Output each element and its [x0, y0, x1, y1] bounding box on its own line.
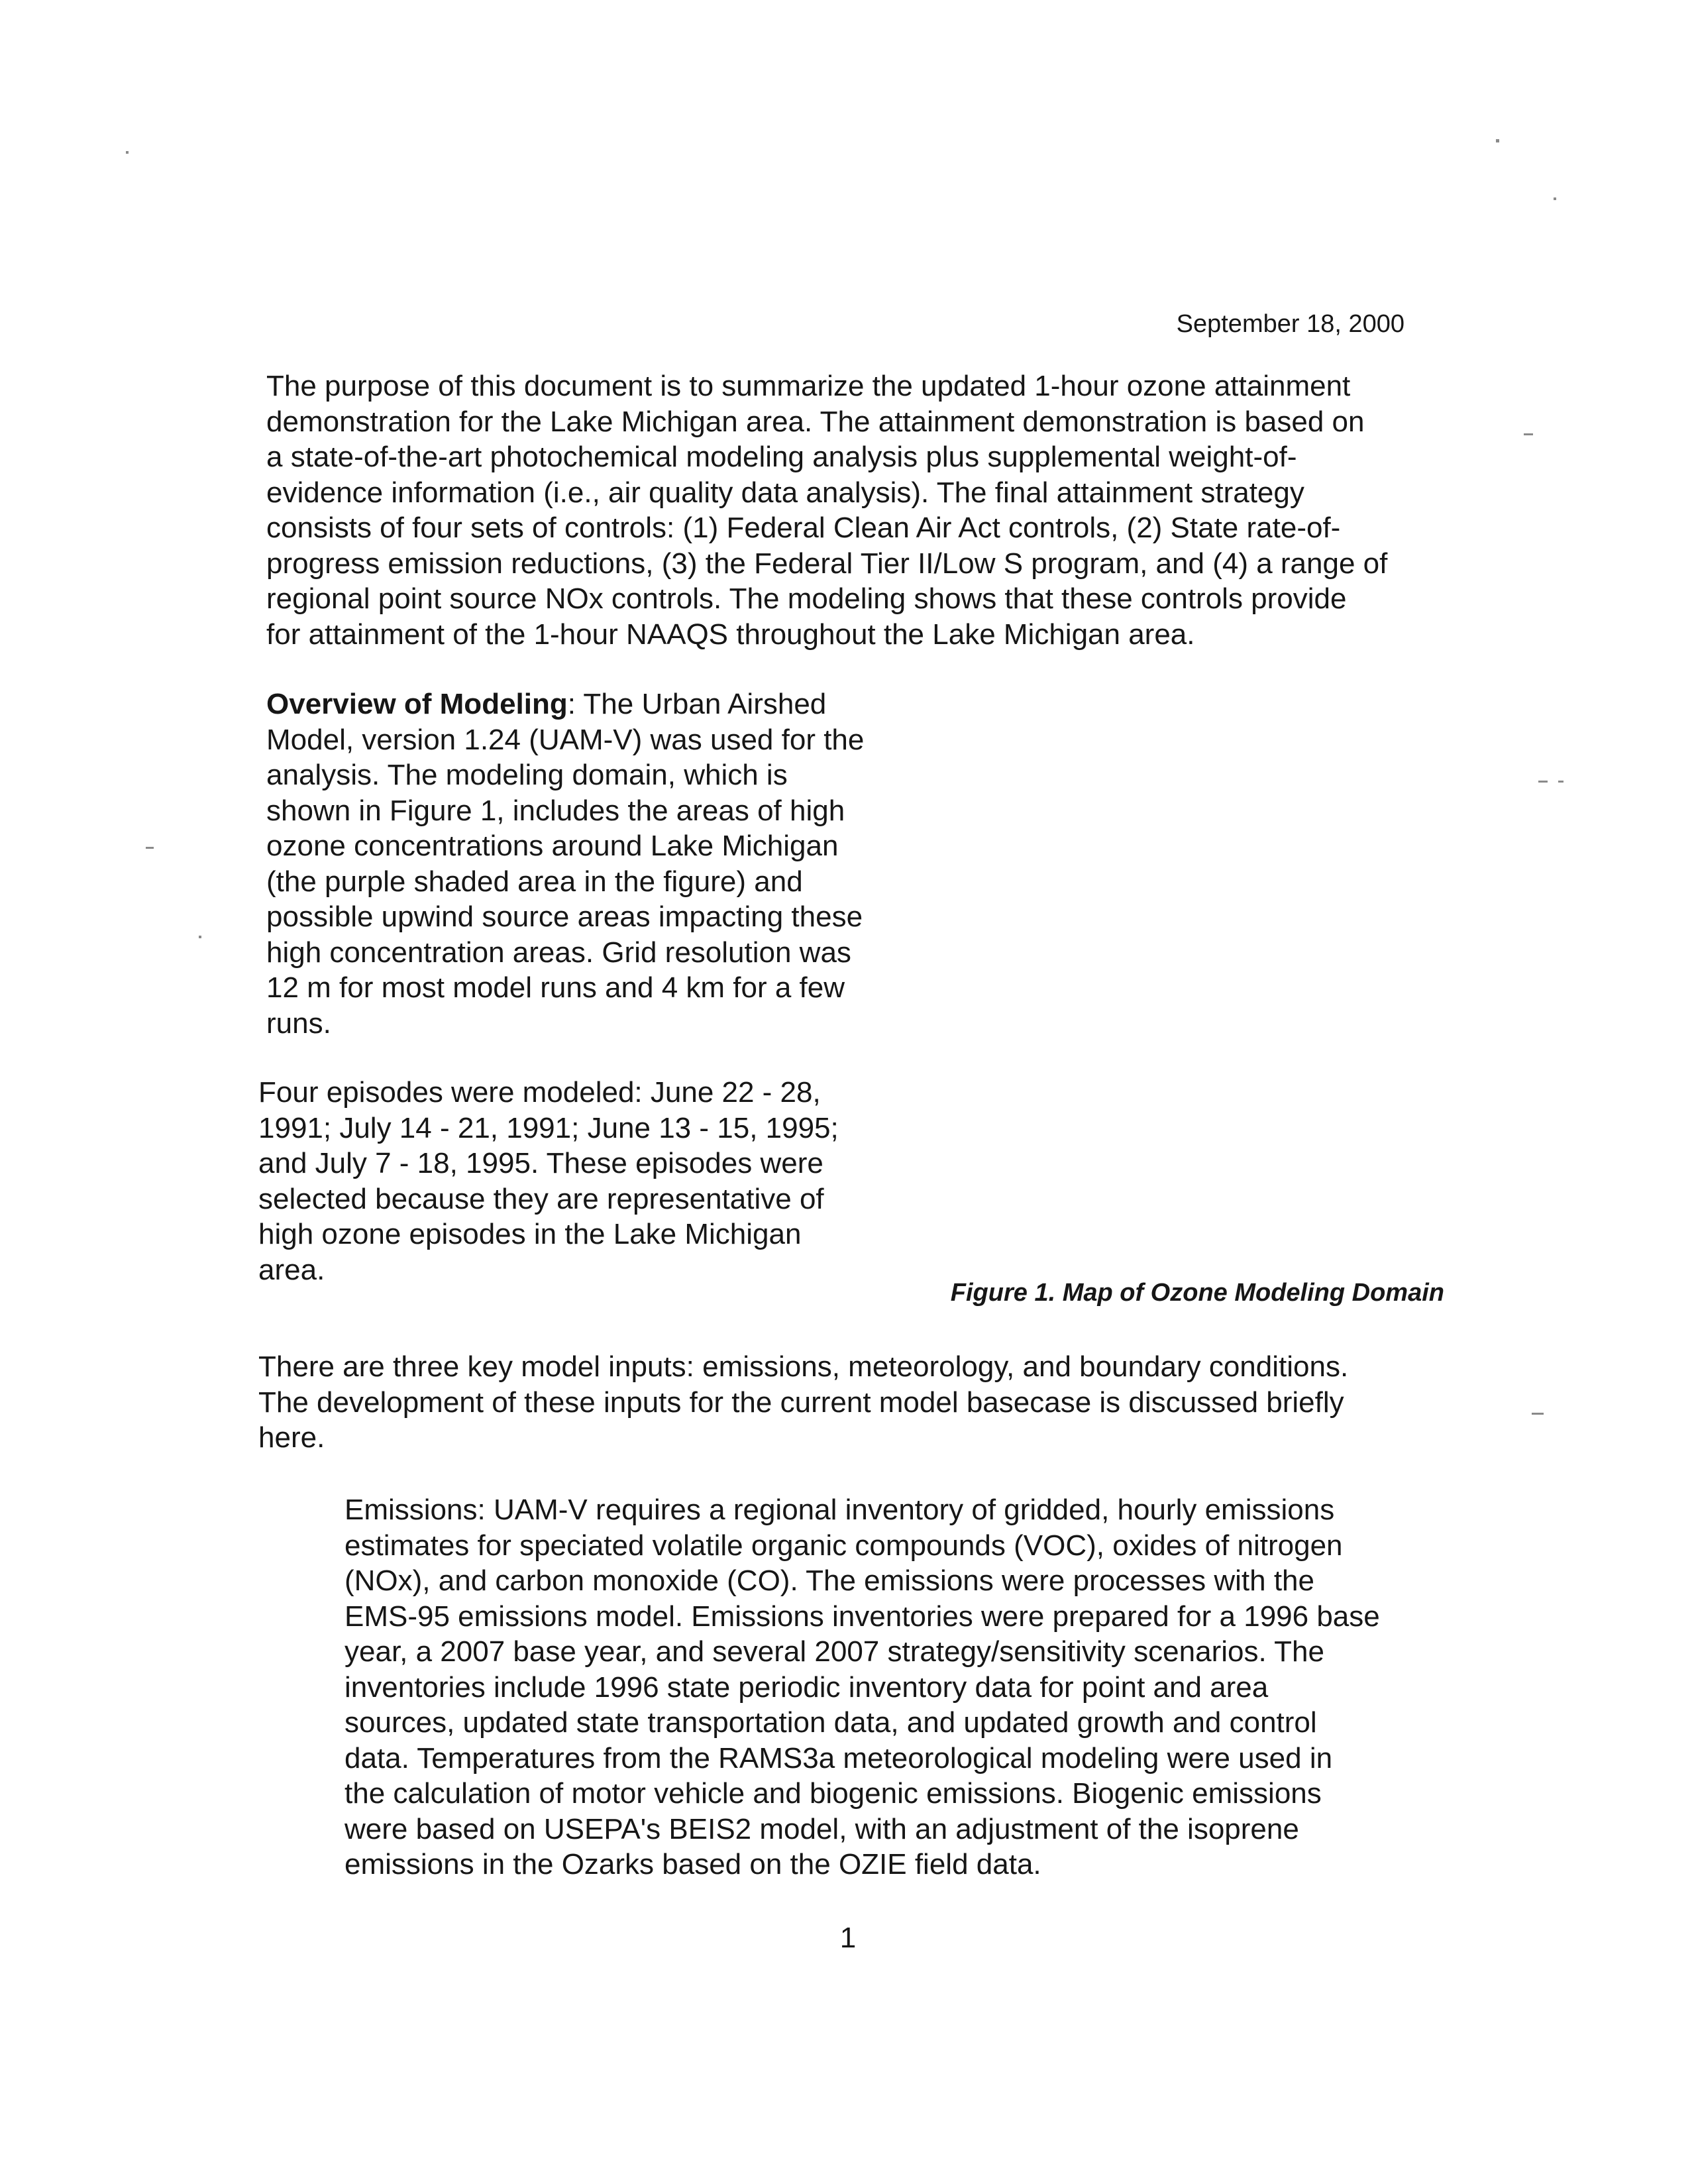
text-line: sources, updated state transportation data, and updated growth and control [344, 1706, 1317, 1739]
overview-first-line: : The Urban Airshed [567, 688, 827, 720]
document-date: September 18, 2000 [1176, 310, 1404, 338]
text-line: There are three key model inputs: emissions, meteorology, and boundary conditions. [258, 1350, 1349, 1383]
episodes-paragraph [258, 1075, 839, 1287]
text-line: selected because they are representative of [258, 1182, 824, 1215]
scan-speck [1538, 781, 1548, 783]
scan-speck [1532, 1413, 1544, 1415]
text-line: analysis. The modeling domain, which is [266, 759, 788, 791]
text-line: the calculation of motor vehicle and biogenic emissions. Biogenic emissions [344, 1777, 1322, 1810]
scan-speck [126, 151, 129, 154]
page-number: 1 [839, 1922, 857, 1954]
text-line: runs. [266, 1007, 331, 1040]
text-line: data. Temperatures from the RAMS3a meteorological modeling were used in [344, 1741, 1333, 1774]
inputs-paragraph [258, 1349, 1348, 1456]
text-line: high ozone episodes in the Lake Michigan [258, 1218, 802, 1250]
text-line: Four episodes were modeled: June 22 - 28, [258, 1076, 821, 1109]
scan-speck [1524, 433, 1533, 435]
text-line: (NOx), and carbon monoxide (CO). The emissions were processes with the [344, 1564, 1314, 1597]
scan-speck [199, 936, 201, 938]
text-line: progress emission reductions, (3) the Federal Tier II/Low S program, and (4) a range of [266, 547, 1388, 580]
text-line: Emissions: UAM-V requires a regional inventory of gridded, hourly emissions [344, 1494, 1335, 1526]
text-line: regional point source NOx controls. The modeling shows that these controls provide [266, 582, 1347, 615]
text-line: inventories include 1996 state periodic inventory data for point and area [344, 1670, 1269, 1704]
overview-paragraph [266, 686, 864, 1041]
emissions-paragraph [344, 1492, 1380, 1883]
scan-speck [1558, 781, 1564, 783]
intro-paragraph [266, 368, 1387, 652]
figure-caption: Figure 1. Map of Ozone Modeling Domain [950, 1279, 1444, 1307]
text-line: and July 7 - 18, 1995. These episodes were [258, 1147, 823, 1179]
text-line: area. [258, 1253, 325, 1286]
text-line: emissions in the Ozarks based on the OZIE field data. [344, 1848, 1041, 1881]
text-line: 1991; July 14 - 21, 1991; June 13 - 15, 1995; [258, 1111, 839, 1144]
text-line: Model, version 1.24 (UAM-V) was used for the [266, 723, 865, 756]
scan-speck [1554, 197, 1556, 200]
text-line: for attainment of the 1-hour NAAQS throughout the Lake Michigan area. [266, 618, 1195, 651]
text-line: year, a 2007 base year, and several 2007 strategy/sensitivity scenarios. The [344, 1635, 1324, 1668]
figure-placeholder [901, 689, 1444, 1259]
text-line: demonstration for the Lake Michigan area. The attainment demonstration is based on [266, 405, 1365, 438]
text-line: here. [258, 1421, 325, 1454]
text-line [266, 686, 864, 722]
text-line: (the purple shaded area in the figure) and [266, 865, 803, 898]
scan-speck [1496, 139, 1499, 142]
overview-heading: Overview of Modeling [266, 688, 568, 720]
scan-speck [146, 847, 154, 849]
text-line: estimates for speciated volatile organic compounds (VOC), oxides of nitrogen [344, 1529, 1343, 1562]
text-line: consists of four sets of controls: (1) Federal Clean Air Act controls, (2) State rate-of- [266, 512, 1341, 544]
text-line: were based on USEPA's BEIS2 model, with an adjustment of the isoprene [344, 1812, 1299, 1845]
text-line: EMS-95 emissions model. Emissions inventories were prepared for a 1996 base [344, 1600, 1380, 1633]
text-line: possible upwind source areas impacting these [266, 901, 863, 933]
text-line: shown in Figure 1, includes the areas of high [266, 794, 845, 827]
text-line: ozone concentrations around Lake Michigan [266, 830, 839, 862]
text-line: 12 m for most model runs and 4 km for a few [266, 971, 845, 1004]
text-line: a state-of-the-art photochemical modeling analysis plus supplemental weight-of- [266, 441, 1297, 473]
text-line: evidence information (i.e., air quality data analysis). The final attainment strategy [266, 476, 1304, 509]
text-line: high concentration areas. Grid resolution was [266, 936, 851, 969]
text-line: The purpose of this document is to summarize the updated 1-hour ozone attainment [266, 370, 1351, 402]
text-line: The development of these inputs for the current model basecase is discussed briefly [258, 1386, 1344, 1419]
